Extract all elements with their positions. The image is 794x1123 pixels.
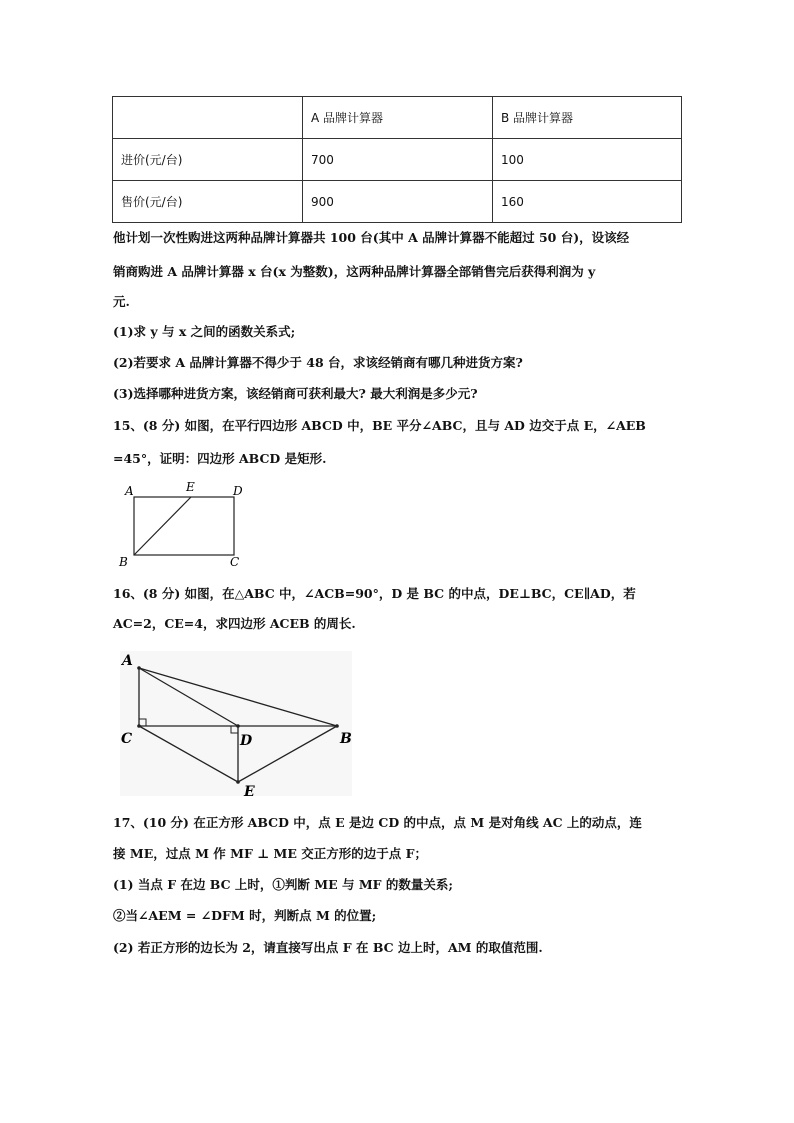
label-C: C (230, 555, 240, 569)
rectangle-figure (115, 478, 255, 570)
table-cell (113, 97, 303, 139)
p14-q3: (3)选择哪种进货方案，该经销商可获利最大? 最大利润是多少元? (113, 386, 478, 401)
p14-q1: (1)求 y 与 x 之间的函数关系式; (113, 324, 296, 339)
table-cell: 700 (303, 139, 493, 181)
label-A: A (122, 653, 133, 669)
label-E: E (186, 480, 195, 494)
p14-line3: 元. (113, 294, 130, 309)
table-row (113, 139, 682, 181)
p14-q2: (2)若要求 A 品牌计算器不得少于 48 台，求该经销商有哪几种进货方案? (113, 355, 523, 370)
table-cell: A 品牌计算器 (303, 97, 493, 139)
p17-sub1: (1) 当点 F 在边 BC 上时，①判断 ME 与 MF 的数量关系; (113, 877, 454, 892)
p15-line2: =45°，证明：四边形 ABCD 是矩形. (113, 451, 327, 466)
table-cell: 160 (493, 181, 682, 223)
label-B: B (119, 555, 128, 569)
label-A: A (125, 484, 134, 498)
label-E: E (244, 784, 255, 798)
p16-line2: AC=2，CE=4，求四边形 ACEB 的周长. (113, 616, 356, 631)
table-cell: 售价(元/台) (113, 181, 303, 223)
p15-line1: 15、(8 分) 如图，在平行四边形 ABCD 中，BE 平分∠ABC，且与 AD 边交于点 E，∠AEB (113, 418, 646, 433)
p17-line1: 17、(10 分) 在正方形 ABCD 中，点 E 是边 CD 的中点，点 M 是对角线 AC 上的动点，连 (113, 815, 642, 830)
p16-line1: 16、(8 分) 如图，在△ABC 中，∠ACB=90°，D 是 BC 的中点，DE⊥BC，CE∥AD，若 (113, 586, 636, 601)
label-B: B (340, 731, 352, 747)
price-table (112, 96, 682, 223)
label-D: D (233, 484, 243, 498)
table-cell: 100 (493, 139, 682, 181)
table-cell: 进价(元/台) (113, 139, 303, 181)
table-row (113, 181, 682, 223)
table-header-row (113, 97, 682, 139)
p17-sub2: ②当∠AEM = ∠DFM 时，判断点 M 的位置; (113, 908, 377, 923)
label-D: D (240, 733, 253, 749)
p14-line2: 销商购进 A 品牌计算器 x 台(x 为整数)，这两种品牌计算器全部销售完后获得利润为 y (113, 264, 596, 279)
table-cell: B 品牌计算器 (493, 97, 682, 139)
p17-line2: 接 ME，过点 M 作 MF ⊥ ME 交正方形的边于点 F； (113, 846, 427, 861)
triangle-figure (115, 648, 355, 798)
p14-line1: 他计划一次性购进这两种品牌计算器共 100 台(其中 A 品牌计算器不能超过 50 台)，设该经 (113, 230, 630, 245)
p17-sub3: (2) 若正方形的边长为 2，请直接写出点 F 在 BC 边上时，AM 的取值范围. (113, 940, 543, 955)
table-cell: 900 (303, 181, 493, 223)
label-C: C (121, 731, 133, 747)
